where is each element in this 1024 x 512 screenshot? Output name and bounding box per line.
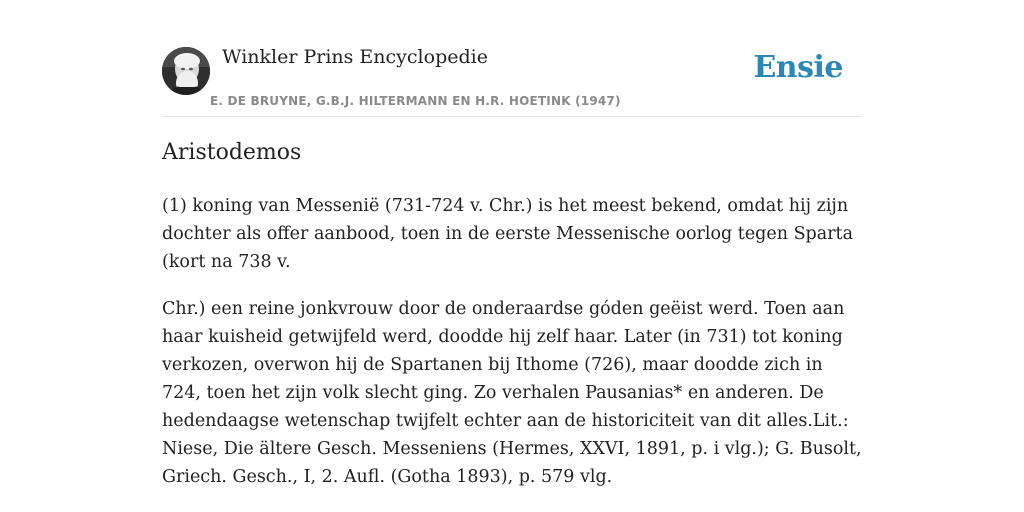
source-header <box>162 44 862 117</box>
source-title[interactable]: Winkler Prins Encyclopedie <box>222 46 488 68</box>
portrait-avatar-icon-graphic <box>162 47 210 95</box>
source-authors: E. DE BRUYNE, G.B.J. HILTERMANN EN H.R. HOETINK (1947) <box>210 94 621 108</box>
article-body <box>162 192 862 510</box>
article-paragraph-2: Chr.) een reine jonkvrouw door de onderaardse góden geëist werd. Toen aan haar kuisheid getwijfeld werd, doodde hij zelf haar. Later (in 731) tot koning verkozen, overwon hij de Spartanen bij Ithome (726), maar doodde zich in 724, toen het zijn volk slecht ging. Zo verhalen Pausanias* en anderen. De hedendaagse wetenschap twijfelt echter aan de historiciteit van dit alles.Lit.: Niese, Die ältere Gesch. Messeniens (Hermes, XXVI, 1891, p. i vlg.); G. Busolt, Griech. Gesch., I, 2. Aufl. (Gotha 1893), p. 579 vlg. <box>162 299 862 487</box>
ensie-logo-link[interactable]: Ensie <box>753 50 843 85</box>
portrait-avatar-icon[interactable] <box>162 47 210 95</box>
article-paragraph-1: (1) koning van Messenië (731-724 v. Chr.) is het meest bekend, omdat hij zijn dochter als offer aanbood, toen in de eerste Messenische oorlog tegen Sparta (kort na 738 v. <box>162 196 854 272</box>
article-title: Aristodemos <box>162 140 302 165</box>
